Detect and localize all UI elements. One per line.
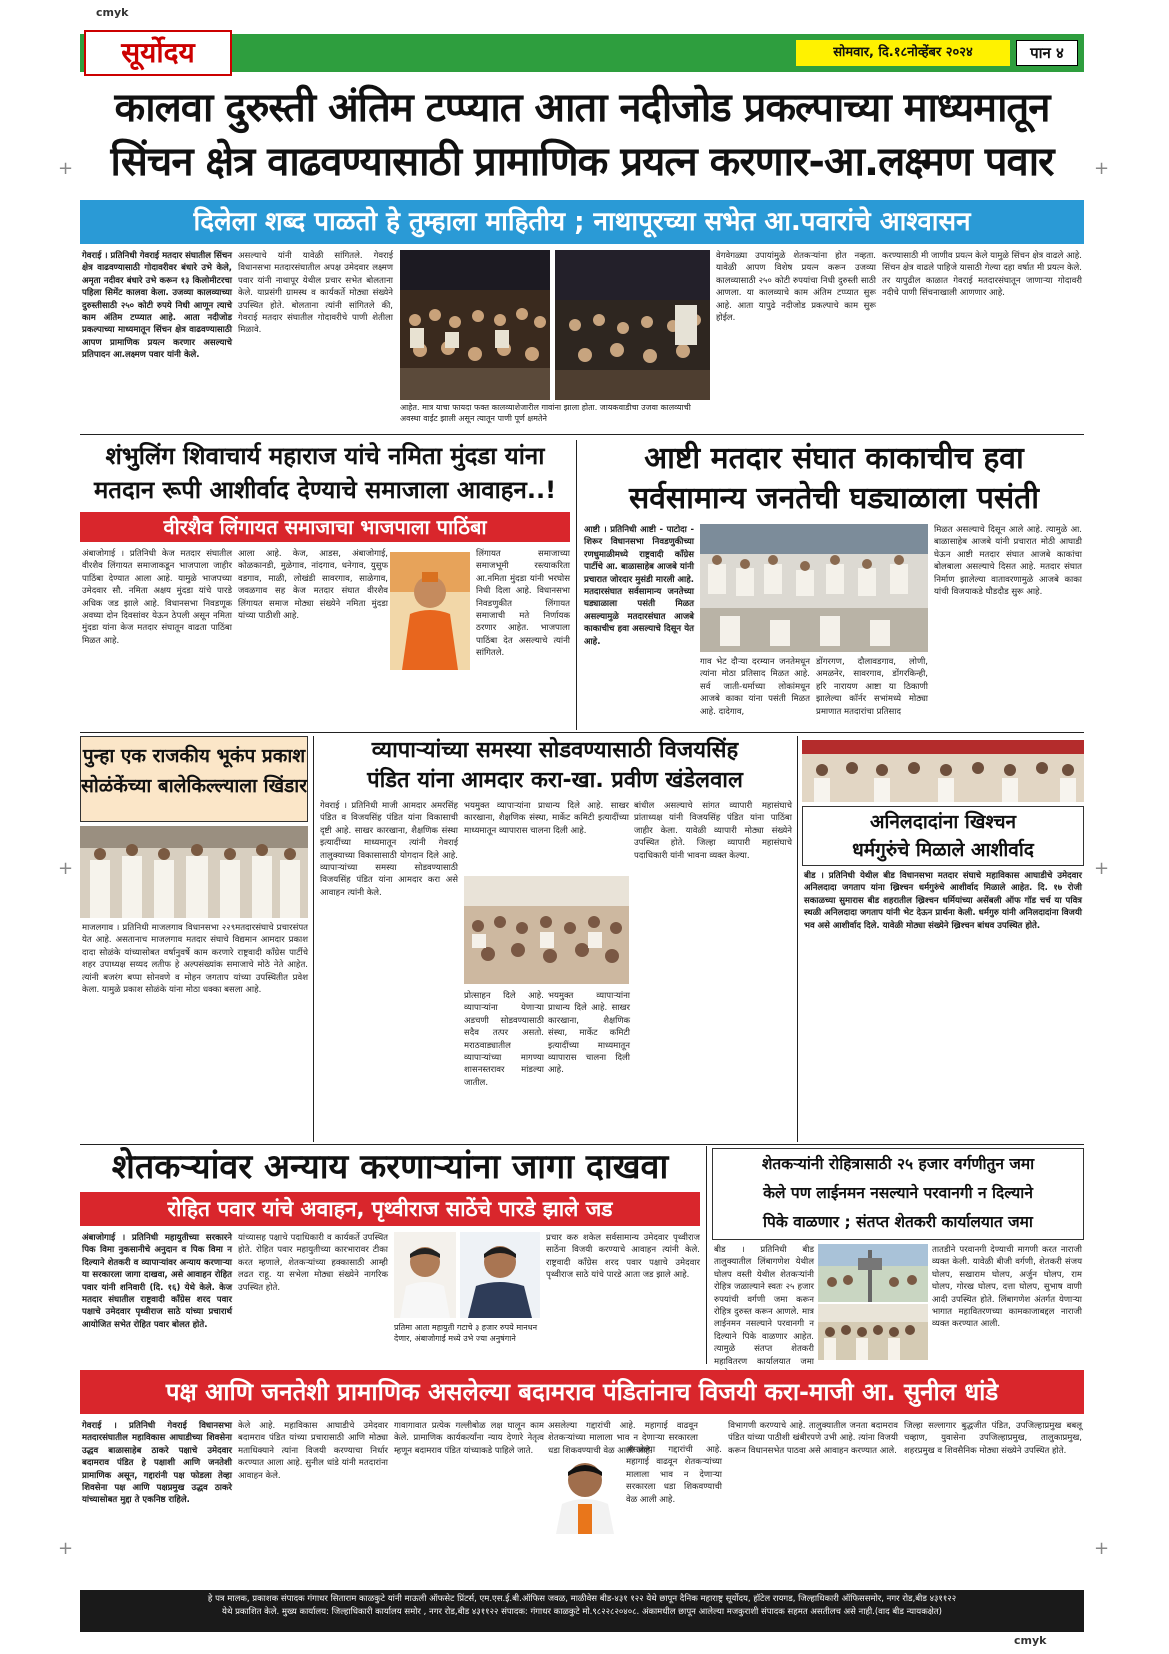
page-number: पान ४ xyxy=(1016,40,1078,66)
lead-column-2: असल्याचे यांनी यावेळी सांगितले. गेवराई विधानसभा मतदारसंघातील अपक्ष उमेदवार लक्ष्मण पवार यांनी नाथापूर येथील प्रचार सभेत बोलताना केले. याप्रसंगी ग्रामस्थ व कार्यकर्ते मोठ्या संख्येने उपस्थित होते. बोलताना त्यांनी सांगितले की, गेवराई मतदार संघातील गोदावरीचे पाणी शेतीला मिळावे. xyxy=(238,251,393,336)
lead-headline-1: कालवा दुरुस्ती अंतिम टप्प्यात आता नदीजोड प्रकल्पाच्या माध्यमातून xyxy=(114,85,1050,131)
shambhuling-column-3: लिंगायत समाजाच्या समाजभूमी रस्त्याकरिता आ.नमिता मुंदडा यांनी भरघोस निधी दिला आहे. विधानसभा निवडणुकीत लिंगायत समाजाची मते निर्णायक ठरणार आहेत. भाजपाला पाठिंबा देत असल्याचे त्यांनी सांगितले. xyxy=(476,549,570,659)
crop-cross-icon: + xyxy=(1094,1538,1110,1559)
ashti-headline-2: सर्वसामान्य जनतेची घड्याळाला पसंती xyxy=(628,481,1040,516)
vijaysinh-headline-2: पंडित यांना आमदार करा-खा. प्रवीण खंडेलवाल xyxy=(367,768,743,793)
punha-joining-photo xyxy=(80,826,308,918)
vijaysinh-meeting-photo xyxy=(464,876,629,984)
lead-column-1: गेवराई । प्रतिनिधी गेवराई मतदार संघातील सिंचन क्षेत्र वाढवण्यासाठी गोदावरीवर बंधारे उभे केले, अमृता नदीवर बंधारे उभे करून १३ किलोमीटरचा पहिला सिमेंट कालवा केला. उजव्या कालव्याच्या दुरुस्तीसाठी २५० कोटी रुपये निधी आणून त्याचे काम अंतिम टप्प्यात आहे. आता नदीजोड प्रकल्पाच्या माध्यमातून सिंचन क्षेत्र वाढवण्यासाठी आपण प्रामाणिक प्रयत्न करणार असल्याचे प्रतिपादन आ.लक्ष्मण पवार यांनी केले. xyxy=(82,251,232,361)
column-divider xyxy=(706,1146,707,1364)
ashti-headline-1: आष्टी मतदार संघात काकाचीच हवा xyxy=(644,441,1024,476)
section-divider xyxy=(80,1144,1084,1145)
imprint-line-1: हे पत्र मालक, प्रकाशक संपादक गंगाधर सिताराम काळकुटे यांनी माऊली ऑफसेट प्रिंटर्स, एम.एस.ई.बी.ऑफिस जवळ, माळीवेस बीड-४३१ १२२ येथे छापून दैनिक महाराष्ट्र सूर्योदय, हॉटेल रायगड, जिल्हाधिकारी ऑफिससमोर, नगर रोड,बीड ४३११२२ xyxy=(207,1594,957,1604)
cmyk-mark-top: cmyk xyxy=(96,6,129,19)
rohit-pawar-portrait xyxy=(394,1232,456,1318)
lineman-transformer-photo xyxy=(818,1244,928,1302)
column-divider xyxy=(797,736,798,1142)
prithviraj-sathe-portrait xyxy=(460,1232,540,1318)
ashti-column-2: गाव भेट दौऱ्या दरम्यान जनतेमधून त्यांना मोठा प्रतिसाद मिळत आहे. सर्व जाती-धर्माच्या लोकांमधून आजबे काका यांना पसंती मिळत आहे. दादेगाव, xyxy=(700,657,810,717)
crop-cross-icon: + xyxy=(58,158,74,179)
shetkari-column-1: अंबाजोगाई । प्रतिनिधी महायुतीच्या सरकारने पिक विमा नुकसानीचे अनुदान व पिक विमा न दिल्याने शेतकरी व व्यापाऱ्यांवर अन्याय करणाऱ्या या सरकारला जागा दाखवा, असे आवाहन रोहित पवार यांनी शनिवारी (दि. १६) येथे केले. केज मतदार संघातील राष्ट्रवादी काँग्रेस शरद पवार पक्षाचे उमेदवार पृथ्वीराज साठे यांच्या प्रचारार्थ आयोजित सभेत रोहित पवार बोलत होते. xyxy=(82,1233,232,1330)
vijaysinh-column-2b: भयमुक्त व्यापाऱ्यांना प्राधान्य दिले आहे. साखर कारखाना, शैक्षणिक संस्था, मार्केट कमिटी इत्यादींच्या माध्यमातून व्यापारास चालना दिली आहे. xyxy=(548,991,630,1076)
shetkari-column-2: यांच्यासह पक्षाचे पदाधिकारी व कार्यकर्ते उपस्थित होते. रोहित पवार महायुतीच्या कारभारावर टीका करत म्हणाले, शेतकऱ्यांच्या हक्कासाठी आम्ही लढत राहू. या सभेला मोठ्या संख्येने नागरिक उपस्थित होते. xyxy=(238,1233,388,1293)
column-divider xyxy=(313,736,314,1142)
shambhuling-headline-2: मतदान रूपी आशीर्वाद देण्याचे समाजाला आवाहन..! xyxy=(93,476,557,504)
lineman-headline-3: पिके वाळणार ; संतप्त शेतकरी कार्यालयात जमा xyxy=(763,1213,1033,1231)
lineman-farmers-photo xyxy=(818,1304,928,1360)
badamrao-pandit-portrait xyxy=(548,1444,622,1534)
newspaper-logo: सूर्योदय xyxy=(84,30,232,76)
section-divider xyxy=(80,732,1084,733)
shambhuling-headline-1: शंभुलिंग शिवाचार्य महाराज यांचे नमिता मुंदडा यांना xyxy=(105,442,545,470)
anildada-headline-1: अनिलदादांना खिश्चन xyxy=(869,811,1017,833)
punha-headline-1: पुन्हा एक राजकीय भूकंप प्रकाश xyxy=(82,745,306,767)
imprint-footer xyxy=(80,1590,1084,1632)
punha-headline-2: सोळंकेंच्या बालेकिल्ल्याला खिंडार xyxy=(81,775,307,797)
shambhuling-column-2: आला आहे. केज, आडस, अंबाजोगाई, कोळकानडी, मुळेगाव, नांदगाव, धनेगाव, युसुफ वडगाव, माळी, लोखंडी सावरगाव, साळेगाव, जवळगाव सह केज मतदार संघात वीरशैव लिंगायत समाज मोठ्या संख्येने नमिता मुंदडा यांच्या पाठीशी आहे. xyxy=(238,549,388,622)
shetkari-column-3: प्रचार करु शकेल सर्वसामान्य उमेदवार पृथ्वीराज साठेंना विजयी करण्याचे आवाहन त्यांनी केले. राष्ट्रवादी काँग्रेस शरद पवार पक्षाचे उमेदवार पृथ्वीराज साठे यांचे पारडे आता जड झाले आहे. xyxy=(546,1233,700,1281)
section-divider xyxy=(80,434,1084,435)
lineman-headline-1: शेतकऱ्यांनी रोहित्रासाठी २५ हजार वर्गणीतुन जमा xyxy=(761,1155,1035,1173)
lead-column-3: वेगवेगळ्या उपायांमुळे शेतकऱ्यांना होत नव्हता. यावेळी आपण विशेष प्रयत्न करून उजव्या कालव्यासाठी २५० कोटी रुपयांचा निधी दुरुस्ती साठी आणला. या कालव्याचे काम अंतिम टप्प्यात सुरू आहे. आता यापुढे नदीजोड प्रकल्पाचे काम सुरू होईल. xyxy=(716,251,876,324)
crop-cross-icon: + xyxy=(58,858,74,879)
lead-headline-2: सिंचन क्षेत्र वाढवण्यासाठी प्रामाणिक प्रयत्न करणार-आ.लक्ष्मण पवार xyxy=(110,139,1054,185)
lineman-headline-2: केले पण लाईनमन नसल्याने परवानगी न दिल्याने xyxy=(763,1184,1033,1202)
dhande-column-4a: असलेल्या गद्दारांची आहे. महागाई वाढवून शेतकऱ्यांच्या मालाला भाव न देणाऱ्या सरकारला धडा शिकवण्याची वेळ आली आहे. xyxy=(548,1421,698,1456)
swami-portrait-photo xyxy=(390,552,470,670)
dhande-column-6: जिल्हा सल्लागार बुद्धजीत पंडित, उपजिल्हाप्रमुख बबलू चव्हाण, युवासेना उपजिल्हाप्रमुख, तालुकाप्रमुख, शहरप्रमुख व शिवसैनिक मोठ्या संख्येने उपस्थित होते. xyxy=(904,1421,1082,1456)
dhande-band: पक्ष आणि जनतेशी प्रामाणिक असलेल्या बदामराव पंडितांनाच विजयी करा-माजी आ. सुनील धांडे xyxy=(80,1370,1084,1414)
cmyk-mark-bottom: cmyk xyxy=(1014,1634,1047,1647)
lead-crowd-photo-1 xyxy=(400,250,550,400)
crop-cross-icon: + xyxy=(1094,858,1110,879)
vijaysinh-headline-1: व्यापाऱ्यांच्या समस्या सोडवण्यासाठी विजयसिंह xyxy=(371,738,739,763)
anildada-headline-2: धर्मगुरुंचे मिळाले आशीर्वाद xyxy=(852,839,1034,861)
vijaysinh-column-3: बांधील असल्याचे सांगत व्यापारी महासंघाचे प्रांताध्यक्ष यांनी विजयसिंह पंडित यांना पाठिंबा जाहीर केला. यावेळी व्यापारी मोठ्या संख्येने उपस्थित होते. जिल्हा व्यापारी महासंघाचे पदाधिकारी यांनी भावना व्यक्त केल्या. xyxy=(634,801,792,861)
shetkari-band: रोहित पवार यांचे अवाहन, पृथ्वीराज साठेंचे पारडे झाले जड xyxy=(80,1192,700,1226)
vijaysinh-column-4: प्रोत्साहन दिले आहे. व्यापाऱ्यांना येणाऱ्या अडचणी सोडवण्यासाठी सदैव तत्पर असतो. मराठवाड्यातील व्यापाऱ्यांच्या मागण्या शासनस्तरावर मांडल्या जातील. xyxy=(464,991,544,1088)
dhande-column-3: गावागावात प्रत्येक गल्लीबोळ लक्ष घालून काम केले. प्रामाणिक कार्यकर्त्यांना न्याय देणारे नेतृत्व म्हणून बदामराव पंडित यांच्याकडे पाहिले जाते. xyxy=(394,1421,544,1456)
shambhuling-band: वीरशैव लिंगायत समाजाचा भाजपाला पाठिंबा xyxy=(80,512,570,542)
ashti-column-3: डोंगरगण, दौलावडगाव, लोणी, अमळनेर, सावरगाव, डोंगरकिन्ही, हरि नारायण आष्टा या ठिकाणी झालेल्या कॉर्नर सभांमध्ये मोठ्या प्रमाणात मतदारांचा प्रतिसाद xyxy=(816,657,928,717)
dhande-column-1: गेवराई । प्रतिनिधी गेवराई विधानसभा मतदारसंघातील महाविकास आघाडीच्या शिवसेना उद्धव बाळासाहेब ठाकरे पक्षाचे उमेदवार बदामराव पंडित हे पक्षाशी आणि जनतेशी प्रामाणिक असून, गद्दारांनी पक्ष फोडला तेव्हा शिवसेना पक्ष आणि पक्षप्रमुख उद्धव ठाकरे यांच्यासोबत मुद्दा ते एकनिष्ठ राहिले. xyxy=(82,1421,232,1506)
shetkari-photo-caption: प्रतिमा आता महायुती गटाचे ३ हजार रुपये मानधन देणार, अंबाजोगाई मध्ये उभे ज्या अनुषंगाने xyxy=(394,1323,538,1343)
lead-subheadline-band: दिलेला शब्द पाळतो हे तुम्हाला माहितीय ; नाथापूरच्या सभेत आ.पवारांचे आश्वासन xyxy=(80,200,1084,244)
ashti-column-1: आष्टी । प्रतिनिधी आष्टी - पाटोदा - शिरूर विधानसभा निवडणुकीच्या रणधुमाळीमध्ये राष्ट्रवादी काँग्रेस पार्टीचे आ. बाळासाहेब आजबे यांनी प्रचारात जोरदार मुसंडी मारली आहे. मतदारसंघात सर्वसामान्य जनतेच्या घड्याळाला पसंती मिळत असल्यामुळे मतदारसंघात आजबे काकाचीच हवा असल्याचे दिसून येत आहे. xyxy=(584,525,694,647)
imprint-line-2: येथे प्रकाशित केले. मुख्य कार्यालय: जिल्हाधिकारी कार्यालय समोर , नगर रोड,बीड ४३११२२ संपादक: गंगाधर काळकुटे मो.९८२२८२०४०८. अंकामधील छापून आलेल्या मजकुराशी संपादक सहमत असतीलच असे नाही.(वाद बीड न्यायकक्षेत) xyxy=(222,1607,942,1617)
lineman-column-2: तातडीने परवानगी देण्याची मागणी करत नाराजी व्यक्त केली. यावेळी बीजी वर्गणी, शेतकरी संजय घोलप, सखाराम घोलप, अर्जुन घोलप, राम घोलप, गोरख घोलप, दत्ता घोलप, सुभाष वाणी आदी उपस्थित होते. लिंबागणेश अंतर्गत येणाऱ्या भागात महावितरणच्या कामकाजाबद्दल नाराजी व्यक्त करण्यात आली. xyxy=(932,1245,1082,1330)
issue-date: सोमवार, दि.१८नोव्हेंबर २०२४ xyxy=(796,40,1010,66)
lead-column-4: करण्यासाठी मी जाणीव प्रयत्न केले यामुळे सिंचन क्षेत्र वाढले आहे. सिंचन क्षेत्र वाढले पाहिजे यासाठी गेल्या दहा वर्षात मी प्रयत्न केले. तर यापुढील काळात गेवराई मतदारसंघातून जाणाऱ्या गोदावरी नदीचे पाणी सिंचनाखाली आणणार आहे. xyxy=(882,251,1082,299)
crop-cross-icon: + xyxy=(58,1538,74,1559)
anildada-church-photo xyxy=(802,740,1084,802)
ashti-rally-photo xyxy=(700,524,928,652)
vijaysinh-column-1: गेवराई । प्रतिनिधी माजी आमदार अमरसिंह पंडित व विजयसिंह पंडित यांना विकासाची दृष्टी आहे. साखर कारखाना, शैक्षणिक संस्था इत्यादींच्या माध्यमातून त्यांनी गेवराई तालुक्याच्या विकासासाठी योगदान दिले आहे. व्यापाऱ्यांच्या समस्या सोडवण्यासाठी विजयसिंह पंडित यांना आमदार करा असे आवाहन त्यांनी केले. xyxy=(320,801,458,898)
dhande-column-4: असलेल्या गद्दारांची आहे. महागाई वाढवून शेतकऱ्यांच्या मालाला भाव न देणाऱ्या सरकारला धडा शिकवण्याची वेळ आली आहे. xyxy=(626,1445,722,1505)
lead-photo-caption: आहेत. मात्र याचा फायदा फक्त कालव्याशेजारील गावांना झाला होता. जायकवाडीचा उजवा कालव्याची अवस्था वाईट झाली असून त्यातून पाणी पूर्ण क्षमतेने xyxy=(400,403,691,423)
dhande-column-5: विभागणी करण्याचे आहे. तालुक्यातील जनता बदामराव पंडित यांच्या पाठीशी खंबीरपणे उभी आहे. त्यांना विजयी करून विधानसभेत पाठवा असे आवाहन करण्यात आले. xyxy=(728,1421,898,1456)
crop-cross-icon: + xyxy=(1094,158,1110,179)
ashti-column-4: मिळत असल्याचे दिसून आले आहे. त्यामुळे आ. बाळासाहेब आजबे यांनी प्रचारात मोठी आघाडी घेऊन आष्टी मतदार संघात आजबे काकांचा बोलबाला असल्याचे दिसत आहे. मतदार संघात निर्माण झालेल्या वातावरणामुळे आजबे काका यांची विजयाकडे घौडदौड सुरू आहे. xyxy=(934,525,1082,598)
shetkari-headline: शेतकऱ्यांवर अन्याय करणाऱ्यांना जागा दाखवा xyxy=(111,1147,669,1187)
dhande-column-2: केले आहे. महाविकास आघाडीचे उमेदवार बदामराव पंडित यांच्या प्रचारासाठी आणि मोठ्या मताधिक्याने त्यांना विजयी करण्याचा निर्धार करण्यात आला आहे. सुनील धांडे यांनी मतदारांना आवाहन केले. xyxy=(238,1421,388,1481)
shambhuling-column-1: अंबाजोगाई । प्रतिनिधी केज मतदार संघातील वीरशैव लिंगायत समाजाकडून भाजपाला जाहीर पाठिंबा देण्यात आला आहे. यामुळे भाजपच्या उमेदवार सौ. नमिता अक्षय मुंदडा यांचे पारडे अधिक जड झाले आहे. विधानसभा निवडणूक अवघ्या दोन दिवसांवर येऊन ठेपली असून नमिता मुंदडा यांना केज मतदार संघातून वाढता पाठिंबा मिळत आहे. xyxy=(82,549,232,646)
lead-crowd-photo-2 xyxy=(555,250,710,400)
lineman-column-1: बीड । प्रतिनिधी बीड तालुक्यातील लिंबागणेश येथील घोलप वस्ती येथील शेतकऱ्यांनी रोहित्र जळाल्याने स्वतः २५ हजार रुपयांची वर्गणी जमा करून रोहित्र दुरुस्त करून आणले. मात्र लाईनमन नसल्याने परवानगी न दिल्याने पिके वाळणार आहेत. त्यामुळे संतप्त शेतकरी महावितरण कार्यालयात जमा xyxy=(714,1245,814,1367)
punha-column-1: माजलगाव । प्रतिनिधी माजलगाव विधानसभा २२९मतदारसंघाचे प्रचारसंपत येत आहे. असतानाच माजलगाव मतदार संघाचे विद्यमान आमदार प्रकाश दादा सोळंके यांच्यासोबत वर्षानुवर्षे काम करणारे राष्ट्रवादी कॉंग्रेस पार्टीचे शहर उपाध्यक्ष सय्यद लतीफ हे अल्पसंख्यांक समाजाचे मोठे नेते आहेत. त्यांनी बजरंग बप्पा सोनवणे व मोहन जगताप यांच्या उपस्थितीत प्रवेश केला. यामुळे प्रकाश सोळंके यांना मोठा धक्का बसला आहे. xyxy=(82,923,308,996)
anildada-column-1: बीड । प्रतिनिधी येथील बीड विधानसभा मतदार संघाचे महाविकास आघाडीचे उमेदवार अनिलदादा जगताप यांना ख्रिश्चन धर्मगुरुंचे आशीर्वाद मिळाले आहेत. दि. १७ रोजी सकाळच्या सुमारास बीड शहरातील ख्रिश्चन धर्मियांच्या असेंबली ऑफ गॉड चर्च या पवित्र स्थळी अनिलदादा जगताप यांनी भेट देऊन प्रार्थना केली. धर्मगुरु यांनी अनिलदादांना विजयी भव असे आशीर्वाद दिले. यावेळी मोठ्या संख्येने ख्रिश्चन बांधव उपस्थित होते. xyxy=(804,871,1082,931)
column-divider xyxy=(576,440,577,730)
vijaysinh-column-2: भयमुक्त व्यापाऱ्यांना प्राधान्य दिले आहे. साखर कारखाना, शैक्षणिक संस्था, मार्केट कमिटी इत्यादींच्या माध्यमातून व्यापारास चालना दिली आहे. xyxy=(464,801,629,836)
